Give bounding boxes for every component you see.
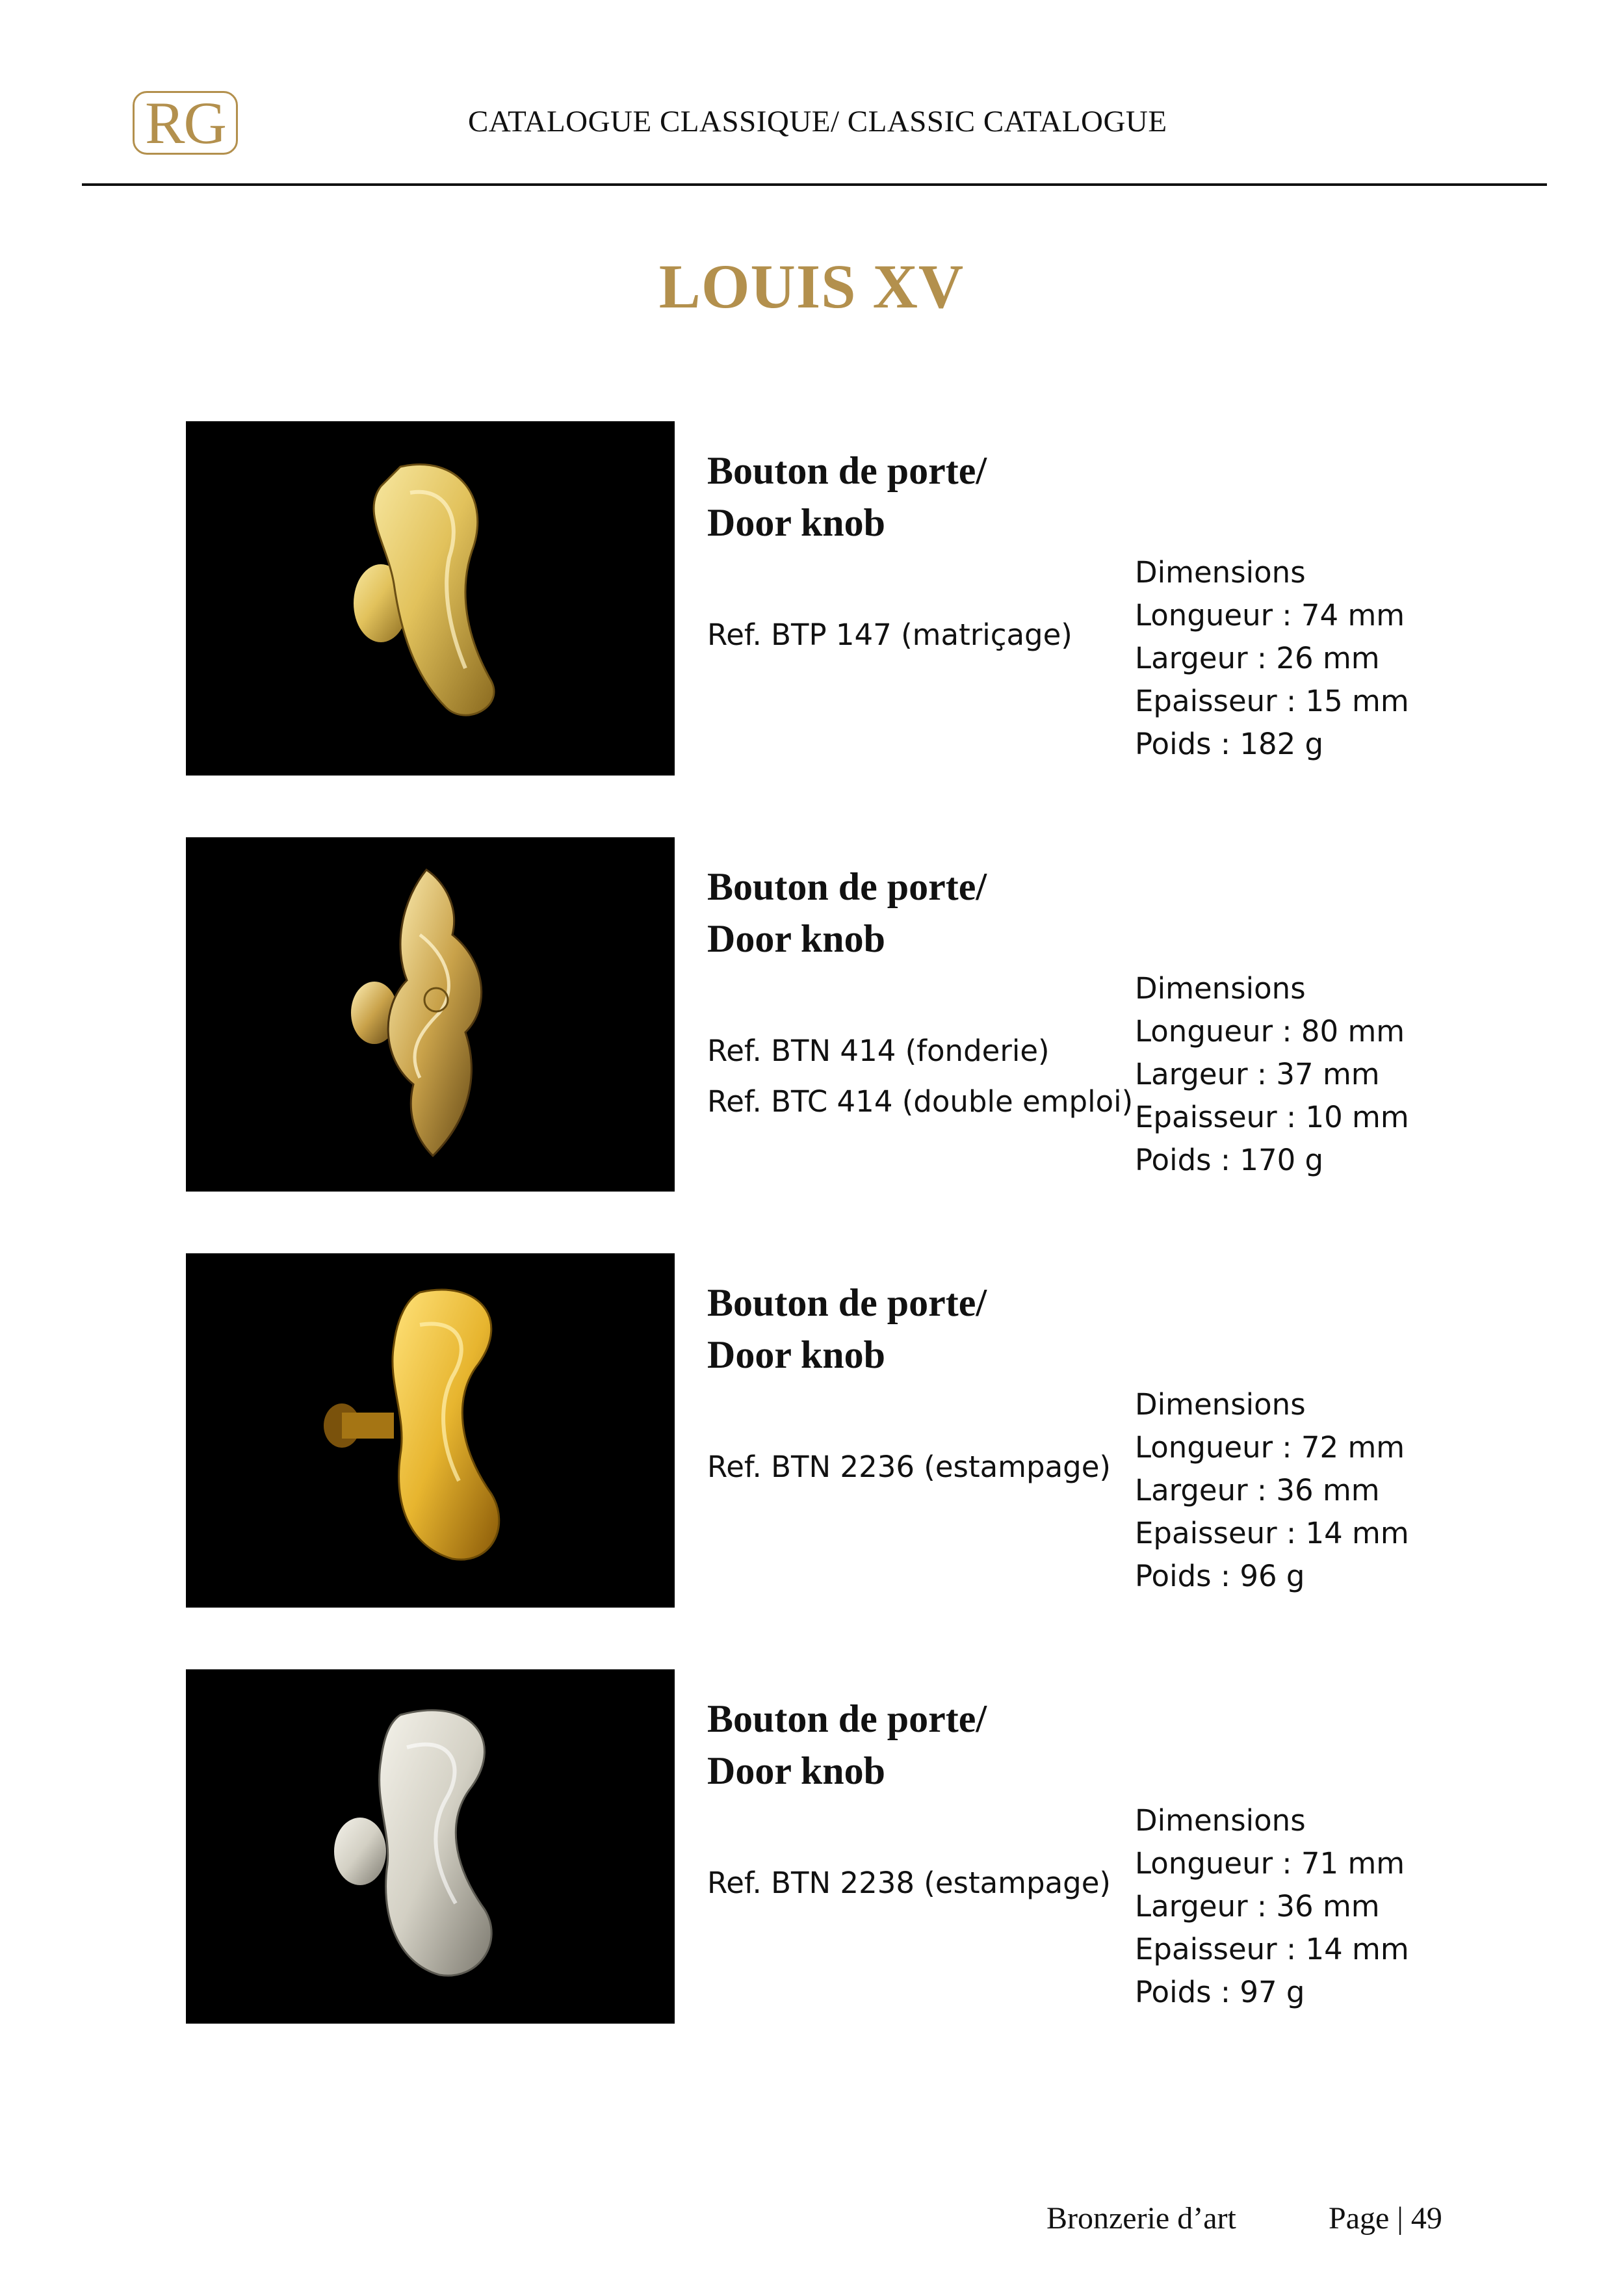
- product-name: [707, 1693, 987, 1797]
- dimension-epaisseur: Epaisseur : 10 mm: [1135, 1100, 1409, 1134]
- product-name-fr: Bouton de porte/: [707, 449, 987, 492]
- dimension-largeur: Largeur : 26 mm: [1135, 641, 1380, 675]
- reference-line: Ref. BTN 414 (fonderie): [707, 1034, 1050, 1068]
- reference-line: Ref. BTN 2238 (estampage): [707, 1866, 1111, 1900]
- product-photo: [186, 1253, 675, 1608]
- product-references: [707, 1858, 1111, 1909]
- door-knob-image-1: [186, 421, 675, 776]
- dimension-longueur: Longueur : 71 mm: [1135, 1846, 1405, 1881]
- product-card: [0, 421, 1623, 785]
- dimensions-label: Dimensions: [1135, 555, 1306, 590]
- door-knob-image-3: [186, 1253, 675, 1608]
- product-references: [707, 1442, 1111, 1493]
- product-references: [707, 1026, 1133, 1127]
- dimension-largeur: Largeur : 36 mm: [1135, 1473, 1380, 1507]
- door-knob-image-4: [186, 1669, 675, 2024]
- product-dimensions: [1135, 1799, 1409, 2014]
- product-name: [707, 861, 987, 965]
- dimension-longueur: Longueur : 80 mm: [1135, 1014, 1405, 1049]
- product-name-fr: Bouton de porte/: [707, 1697, 987, 1740]
- dimension-longueur: Longueur : 74 mm: [1135, 598, 1405, 633]
- dimensions-label: Dimensions: [1135, 971, 1306, 1006]
- product-name-fr: Bouton de porte/: [707, 1281, 987, 1324]
- product-dimensions: [1135, 967, 1409, 1182]
- dimensions-label: Dimensions: [1135, 1387, 1306, 1422]
- reference-line: Ref. BTC 414 (double emploi): [707, 1084, 1134, 1119]
- rg-logo: RG: [133, 91, 238, 155]
- product-name-en: Door knob: [707, 1333, 885, 1376]
- page-title: LOUIS XV: [658, 252, 965, 321]
- door-knob-image-2: [186, 837, 675, 1192]
- product-name: [707, 445, 987, 549]
- catalogue-header-title: CATALOGUE CLASSIQUE/ CLASSIC CATALOGUE: [468, 105, 1167, 138]
- dimension-epaisseur: Epaisseur : 15 mm: [1135, 684, 1409, 718]
- product-card: [0, 837, 1623, 1201]
- dimension-largeur: Largeur : 36 mm: [1135, 1889, 1380, 1924]
- dimension-epaisseur: Epaisseur : 14 mm: [1135, 1932, 1409, 1966]
- dimension-poids: Poids : 170 g: [1135, 1143, 1324, 1177]
- dimension-poids: Poids : 96 g: [1135, 1559, 1305, 1593]
- product-photo: [186, 837, 675, 1192]
- dimension-largeur: Largeur : 37 mm: [1135, 1057, 1380, 1091]
- product-name-en: Door knob: [707, 917, 885, 960]
- product-card: [0, 1669, 1623, 2033]
- dimensions-label: Dimensions: [1135, 1803, 1306, 1838]
- product-name-en: Door knob: [707, 1749, 885, 1792]
- reference-line: Ref. BTN 2236 (estampage): [707, 1450, 1111, 1484]
- product-references: [707, 610, 1072, 660]
- product-card: [0, 1253, 1623, 1617]
- product-name-en: Door knob: [707, 501, 885, 544]
- reference-line: Ref. BTP 147 (matriçage): [707, 618, 1072, 652]
- dimension-longueur: Longueur : 72 mm: [1135, 1430, 1405, 1465]
- product-dimensions: [1135, 551, 1409, 766]
- dimension-epaisseur: Epaisseur : 14 mm: [1135, 1516, 1409, 1550]
- footer-brand: Bronzerie d’art: [1046, 2201, 1236, 2236]
- product-photo: [186, 1669, 675, 2024]
- product-photo: [186, 421, 675, 776]
- dimension-poids: Poids : 182 g: [1135, 727, 1324, 761]
- product-dimensions: [1135, 1383, 1409, 1598]
- product-name-fr: Bouton de porte/: [707, 865, 987, 908]
- header-divider: [82, 183, 1547, 186]
- page-number: Page | 49: [1329, 2201, 1442, 2236]
- dimension-poids: Poids : 97 g: [1135, 1975, 1305, 2009]
- product-name: [707, 1277, 987, 1381]
